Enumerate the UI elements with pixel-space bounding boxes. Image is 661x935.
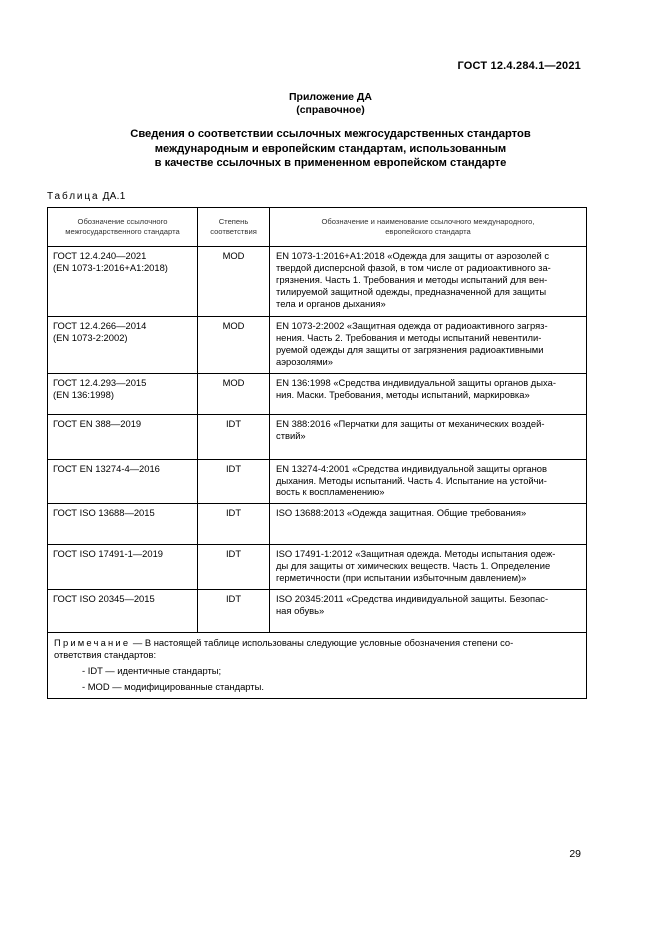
correspondence-table — [47, 207, 587, 699]
reference-standard-cell: ISO 13688:2013 «Одежда защитная. Общие требования» — [270, 504, 587, 545]
section-title — [0, 127, 661, 171]
table-row — [48, 459, 587, 504]
interstate-standard-cell: ГОСТ EN 13274-4—2016 — [48, 459, 198, 504]
table-row — [48, 414, 587, 459]
header-reference-standard: Обозначение и наименование ссылочного международного, европейского стандарта — [270, 208, 587, 247]
note-item: - IDT — идентичные стандарты; — [82, 665, 222, 677]
reference-standard-cell: EN 136:1998 «Средства индивидуальной защиты органов дыха- ния. Маски. Требования, методы испытаний, маркировка» — [270, 373, 587, 414]
note-line — [54, 637, 580, 649]
note-text: — В настоящей таблице использованы следующие условные обозначения степени со- — [130, 637, 514, 649]
table-row — [48, 545, 587, 590]
table-caption — [47, 191, 126, 202]
table-row — [48, 373, 587, 414]
table-row — [48, 317, 587, 374]
table-caption-label: Таблица — [47, 191, 100, 202]
section-title-line: международным и европейским стандартам, использованным — [154, 142, 507, 155]
interstate-standard-cell: ГОСТ ISO 17491-1—2019 — [48, 545, 198, 590]
degree-cell: MOD — [198, 373, 270, 414]
table-row — [48, 590, 587, 633]
degree-cell: MOD — [198, 247, 270, 317]
note-row — [48, 633, 587, 699]
reference-standard-cell: ISO 20345:2011 «Средства индивидуальной защиты. Безопас- ная обувь» — [270, 590, 587, 633]
degree-cell: IDT — [198, 414, 270, 459]
degree-cell: IDT — [198, 545, 270, 590]
interstate-standard-cell: ГОСТ 12.4.266—2014 (EN 1073-2:2002) — [48, 317, 198, 374]
reference-standard-cell: EN 1073-2:2002 «Защитная одежда от радиоактивного загряз- нения. Часть 2. Требования и методы испытаний невентили- руемой одежды для защиты от загрязнения радиоактивными аэрозолями» — [270, 317, 587, 374]
appendix-heading — [0, 91, 661, 117]
standard-code: ГОСТ 12.4.284.1—2021 — [457, 60, 581, 72]
table-row — [48, 504, 587, 545]
reference-standard-cell: ISO 17491-1:2012 «Защитная одежда. Методы испытания одеж- ды для защиты от химических веществ. Часть 1. Определение герметичности (при испытании избыточным давлением)» — [270, 545, 587, 590]
appendix-title: Приложение ДА — [289, 91, 372, 103]
page-number: 29 — [569, 848, 581, 860]
reference-standard-cell: EN 388:2016 «Перчатки для защиты от механических воздей- ствий» — [270, 414, 587, 459]
interstate-standard-cell: ГОСТ EN 388—2019 — [48, 414, 198, 459]
note-label: Примечание — [54, 637, 131, 649]
table-row — [48, 247, 587, 317]
note-item: - MOD — модифицированные стандарты. — [82, 681, 264, 693]
table-note — [48, 633, 587, 699]
reference-standard-cell: EN 1073-1:2016+A1:2018 «Одежда для защиты от аэрозолей с твердой дисперсной фазой, в том числе от радиоактивного за- грязнения. Часть 1. Требования и методы испытаний для вен- тилируемой защитной одежды, предназначенной для защиты тела и органов дыхания» — [270, 247, 587, 317]
interstate-standard-cell: ГОСТ 12.4.293—2015 (EN 136:1998) — [48, 373, 198, 414]
interstate-standard-cell: ГОСТ 12.4.240—2021 (EN 1073-1:2016+A1:2018) — [48, 247, 198, 317]
header-degree: Степень соответствия — [198, 208, 270, 247]
interstate-standard-cell: ГОСТ ISO 13688—2015 — [48, 504, 198, 545]
table-caption-number: ДА.1 — [102, 191, 126, 202]
table-header-row — [48, 208, 587, 247]
degree-cell: IDT — [198, 459, 270, 504]
header-interstate-standard: Обозначение ссылочного межгосударственного стандарта — [48, 208, 198, 247]
note-line: ответствия стандартов: — [54, 649, 157, 661]
section-title-line: в качестве ссылочных в примененном европейском стандарте — [154, 157, 507, 169]
degree-cell: MOD — [198, 317, 270, 374]
section-title-line: Сведения о соответствии ссылочных межгосударственных стандартов — [130, 128, 531, 140]
degree-cell: IDT — [198, 504, 270, 545]
appendix-subtitle: (справочное) — [296, 104, 365, 116]
degree-cell: IDT — [198, 590, 270, 633]
reference-standard-cell: EN 13274-4:2001 «Средства индивидуальной защиты органов дыхания. Методы испытаний. Часть 4. Испытание на устойчи- вость к воспламенению» — [270, 459, 587, 504]
interstate-standard-cell: ГОСТ ISO 20345—2015 — [48, 590, 198, 633]
